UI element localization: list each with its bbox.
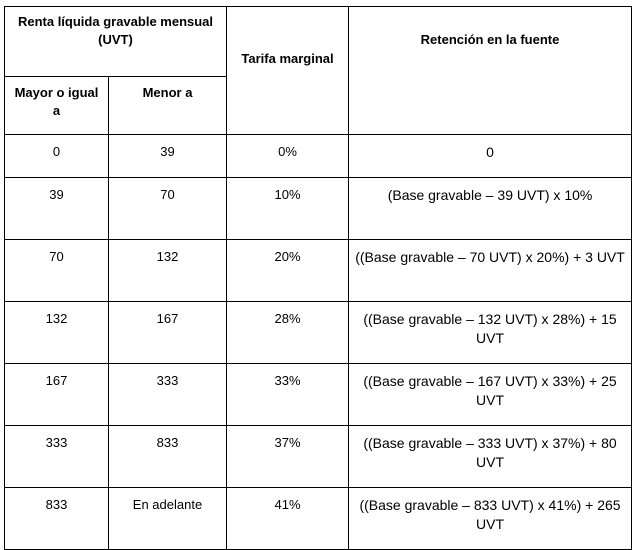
cell-withholding: ((Base gravable – 167 UVT) x 33%) + 25 UVT (349, 364, 632, 426)
cell-rate: 10% (227, 178, 349, 240)
table-row (5, 178, 632, 240)
table-row (5, 240, 632, 302)
header-max: Menor a (109, 77, 227, 135)
cell-withholding: (Base gravable – 39 UVT) x 10% (349, 178, 632, 240)
cell-rate: 28% (227, 302, 349, 364)
cell-min: 70 (5, 240, 109, 302)
withholding-table (4, 6, 632, 550)
cell-rate: 33% (227, 364, 349, 426)
cell-rate: 0% (227, 135, 349, 178)
header-taxable-income-group: Renta líquida gravable mensual (UVT) (5, 7, 227, 77)
cell-min: 0 (5, 135, 109, 178)
header-withholding: Retención en la fuente (349, 7, 632, 135)
cell-rate: 37% (227, 426, 349, 488)
cell-min: 39 (5, 178, 109, 240)
table-row (5, 135, 632, 178)
cell-min: 132 (5, 302, 109, 364)
cell-withholding: ((Base gravable – 333 UVT) x 37%) + 80 UVT (349, 426, 632, 488)
table-row (5, 302, 632, 364)
cell-withholding: ((Base gravable – 132 UVT) x 28%) + 15 UVT (349, 302, 632, 364)
table-row (5, 488, 632, 550)
cell-rate: 20% (227, 240, 349, 302)
cell-max: 70 (109, 178, 227, 240)
cell-max: 333 (109, 364, 227, 426)
table-row (5, 426, 632, 488)
table-row (5, 364, 632, 426)
cell-withholding: ((Base gravable – 70 UVT) x 20%) + 3 UVT (349, 240, 632, 302)
cell-withholding: 0 (349, 135, 632, 178)
cell-withholding: ((Base gravable – 833 UVT) x 41%) + 265 UVT (349, 488, 632, 550)
cell-rate: 41% (227, 488, 349, 550)
table-body (5, 7, 632, 550)
cell-max: 132 (109, 240, 227, 302)
cell-max: 167 (109, 302, 227, 364)
cell-min: 333 (5, 426, 109, 488)
cell-min: 167 (5, 364, 109, 426)
header-row-group (5, 7, 632, 77)
header-min: Mayor o igual a (5, 77, 109, 135)
cell-max: En adelante (109, 488, 227, 550)
cell-min: 833 (5, 488, 109, 550)
cell-max: 833 (109, 426, 227, 488)
header-marginal-rate: Tarifa marginal (227, 7, 349, 135)
cell-max: 39 (109, 135, 227, 178)
